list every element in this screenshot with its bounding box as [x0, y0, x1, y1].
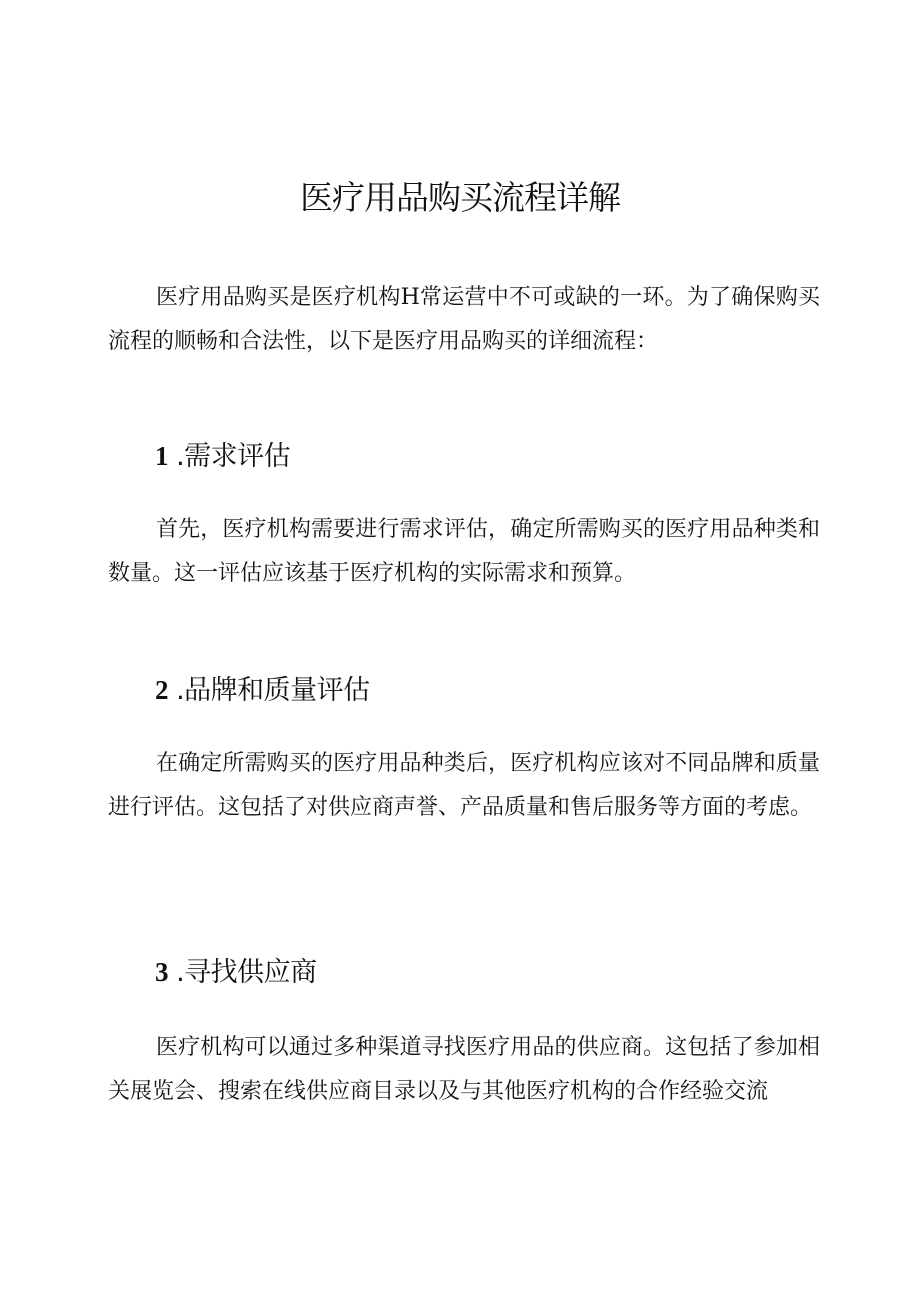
section-heading-2: [155, 670, 370, 711]
section-title-1: .需求评估: [176, 441, 291, 472]
intro-paragraph: 医疗用品购买是医疗机构H常运营中不可或缺的一环。为了确保购买流程的顺畅和合法性，以下是医疗用品购买的详细流程：: [108, 285, 820, 354]
section-number-1: 1: [155, 441, 168, 471]
section-number-3: 3: [155, 957, 168, 987]
section-title-3: .寻找供应商: [176, 957, 317, 988]
section-body-1: 首先，医疗机构需要进行需求评估，确定所需购买的医疗用品种类和数量。这一评估应该基于医疗机构的实际需求和预算。: [108, 517, 820, 586]
section-number-2: 2: [155, 675, 168, 705]
section-heading-3: [155, 952, 317, 993]
section-title-2: .品牌和质量评估: [176, 675, 370, 706]
section-body-3: 医疗机构可以通过多种渠道寻找医疗用品的供应商。这包括了参加相关展览会、搜索在线供应商目录以及与其他医疗机构的合作经验交流: [108, 1035, 820, 1104]
section-heading-1: [155, 436, 290, 477]
document-title: 医疗用品购买流程详解: [300, 178, 620, 217]
section-body-2: 在确定所需购买的医疗用品种类后，医疗机构应该对不同品牌和质量进行评估。这包括了对供应商声誉、产品质量和售后服务等方面的考虑。: [108, 751, 820, 820]
